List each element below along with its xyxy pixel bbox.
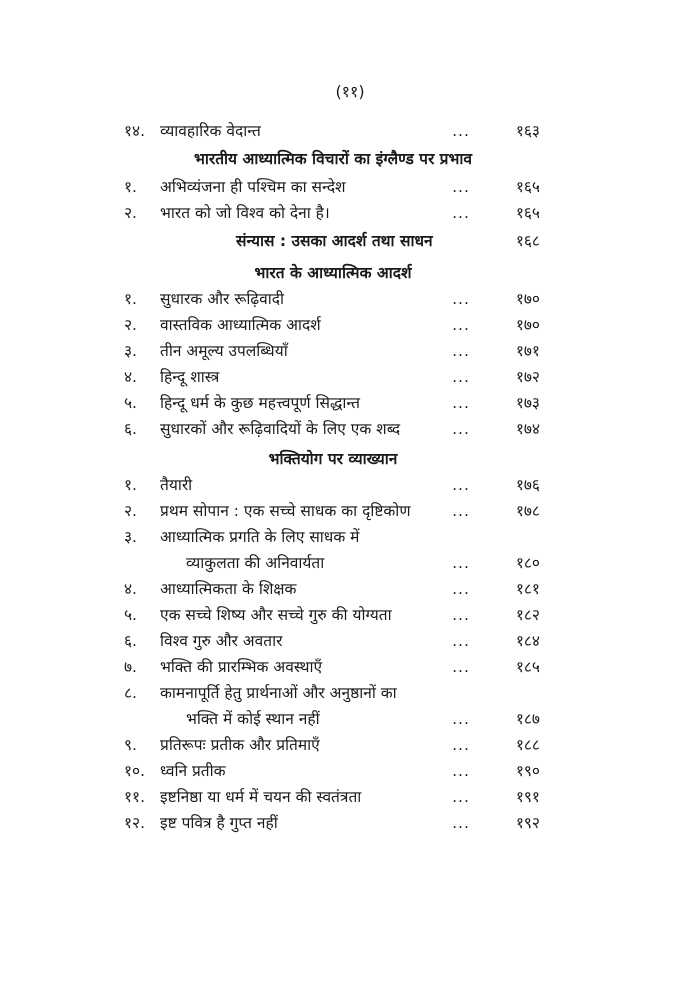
- section-heading: [0, 446, 700, 472]
- toc-entry: [0, 200, 700, 226]
- section-heading: [0, 228, 700, 254]
- entry-number: ३.: [124, 528, 137, 546]
- entry-number: १४.: [124, 122, 146, 140]
- leader-dots: ...: [452, 554, 470, 572]
- entry-title: इष्ट पवित्र है गुप्त नहीं: [160, 814, 278, 832]
- entry-title: ध्वनि प्रतीक: [160, 762, 226, 780]
- toc-entry: [0, 338, 700, 364]
- entry-title: आध्यात्मिकता के शिक्षक: [160, 580, 297, 598]
- toc-entry: [0, 784, 700, 810]
- entry-page: १७८: [515, 502, 540, 520]
- entry-number: ३.: [124, 342, 137, 360]
- entry-title-continued: व्याकुलता की अनिवार्यता: [186, 554, 325, 572]
- leader-dots: ...: [452, 632, 470, 650]
- entry-number: ८.: [124, 684, 137, 702]
- entry-number: ४.: [124, 580, 137, 598]
- entry-title: इष्टनिष्ठा या धर्म में चयन की स्वतंत्रता: [160, 788, 362, 806]
- leader-dots: ...: [452, 814, 470, 832]
- entry-number: ५.: [124, 394, 137, 412]
- entry-title: सुधारकों और रूढ़िवादियों के लिए एक शब्द: [160, 420, 401, 438]
- section-heading-title: संन्यास : उसका आदर्श तथा साधन: [236, 232, 433, 250]
- entry-page: १८५: [515, 658, 540, 676]
- entry-title: प्रथम सोपान : एक सच्चे साधक का दृष्टिकोण: [160, 502, 411, 520]
- leader-dots: ...: [452, 122, 470, 140]
- entry-number: ४.: [124, 368, 137, 386]
- entry-page: १६५: [515, 204, 540, 222]
- toc-entry: [0, 364, 700, 390]
- entry-number: १.: [124, 178, 137, 196]
- entry-page: १८२: [515, 606, 540, 624]
- entry-page: १८१: [515, 580, 540, 598]
- leader-dots: ...: [452, 476, 470, 494]
- entry-title: भक्ति की प्रारम्भिक अवस्थाएँ: [160, 658, 323, 676]
- entry-number: १२.: [124, 814, 146, 832]
- entry-title: व्यावहारिक वेदान्त: [160, 122, 261, 140]
- toc-entry: [0, 286, 700, 312]
- entry-page: १७०: [515, 290, 540, 308]
- entry-page: १९०: [515, 762, 540, 780]
- leader-dots: ...: [452, 368, 470, 386]
- entry-title-continued: भक्ति में कोई स्थान नहीं: [186, 710, 320, 728]
- entry-title: विश्व गुरु और अवतार: [160, 632, 283, 650]
- page-number: (११): [335, 82, 365, 101]
- entry-page: १८४: [515, 632, 540, 650]
- section-heading-title: भारतीय आध्यात्मिक विचारों का इंग्लैण्ड पर प्रभाव: [193, 150, 473, 168]
- entry-page: १७६: [515, 476, 540, 494]
- leader-dots: ...: [452, 762, 470, 780]
- entry-number: ९.: [124, 736, 137, 754]
- entry-number: १.: [124, 290, 137, 308]
- entry-title: एक सच्चे शिष्य और सच्चे गुरु की योग्यता: [160, 606, 392, 624]
- entry-title: आध्यात्मिक प्रगति के लिए साधक में: [160, 528, 360, 546]
- entry-title: कामनापूर्ति हेतु प्रार्थनाओं और अनुष्ठानों का: [160, 684, 397, 702]
- entry-title: सुधारक और रूढ़िवादी: [160, 290, 284, 308]
- leader-dots: ...: [452, 316, 470, 334]
- entry-title: हिन्दू शास्त्र: [160, 368, 220, 386]
- entry-page: १७१: [515, 342, 540, 360]
- leader-dots: ...: [452, 178, 470, 196]
- entry-page: १७०: [515, 316, 540, 334]
- entry-title: तैयारी: [160, 476, 193, 494]
- entry-title: हिन्दू धर्म के कुछ महत्त्वपूर्ण सिद्धान्त: [160, 394, 360, 412]
- toc-entry: [0, 312, 700, 338]
- entry-number: ६.: [124, 632, 137, 650]
- leader-dots: ...: [452, 204, 470, 222]
- entry-page: १७२: [515, 368, 540, 386]
- leader-dots: ...: [452, 420, 470, 438]
- toc-entry: [0, 472, 700, 498]
- toc-entry: [0, 118, 700, 144]
- entry-page: १८७: [515, 710, 540, 728]
- toc-entry: [0, 416, 700, 442]
- toc-entry: [0, 602, 700, 628]
- toc-entry: [0, 732, 700, 758]
- entry-number: ११.: [124, 788, 146, 806]
- entry-title: प्रतिरूपः प्रतीक और प्रतिमाएँ: [160, 736, 320, 754]
- entry-page: १६३: [515, 122, 540, 140]
- section-heading: [0, 146, 700, 172]
- toc-entry: [0, 758, 700, 784]
- entry-page: १८०: [515, 554, 540, 572]
- toc-entry: [0, 524, 700, 550]
- entry-title: तीन अमूल्य उपलब्धियाँ: [160, 342, 288, 360]
- leader-dots: ...: [452, 788, 470, 806]
- section-heading: [0, 260, 700, 286]
- entry-number: १.: [124, 476, 137, 494]
- entry-number: १०.: [124, 762, 146, 780]
- toc-entry: [0, 628, 700, 654]
- entry-page: १७३: [515, 394, 540, 412]
- entry-number: २.: [124, 502, 137, 520]
- toc-entry-continuation: [0, 550, 700, 576]
- entry-page: १६५: [515, 178, 540, 196]
- toc-entry: [0, 680, 700, 706]
- entry-number: ७.: [124, 658, 137, 676]
- leader-dots: ...: [452, 290, 470, 308]
- toc-entry: [0, 576, 700, 602]
- toc-entry: [0, 654, 700, 680]
- section-heading-title: भारत के आध्यात्मिक आदर्श: [254, 264, 412, 282]
- toc-entry: [0, 174, 700, 200]
- toc-entry: [0, 390, 700, 416]
- leader-dots: ...: [452, 394, 470, 412]
- entry-page: १७४: [515, 420, 540, 438]
- toc-entry-continuation: [0, 706, 700, 732]
- leader-dots: ...: [452, 710, 470, 728]
- leader-dots: ...: [452, 606, 470, 624]
- leader-dots: ...: [452, 580, 470, 598]
- entry-title: भारत को जो विश्व को देना है।: [160, 204, 330, 222]
- leader-dots: ...: [452, 502, 470, 520]
- entry-page: १८८: [515, 736, 540, 754]
- entry-number: २.: [124, 316, 137, 334]
- entry-number: २.: [124, 204, 137, 222]
- entry-page: १६८: [515, 232, 540, 250]
- toc-entry: [0, 498, 700, 524]
- leader-dots: ...: [452, 658, 470, 676]
- entry-title: वास्तविक आध्यात्मिक आदर्श: [160, 316, 321, 334]
- leader-dots: ...: [452, 736, 470, 754]
- section-heading-title: भक्तियोग पर व्याख्यान: [268, 450, 398, 468]
- entry-number: ५.: [124, 606, 137, 624]
- leader-dots: ...: [452, 342, 470, 360]
- entry-number: ६.: [124, 420, 137, 438]
- entry-page: १९२: [515, 814, 540, 832]
- entry-page: १९१: [515, 788, 540, 806]
- entry-title: अभिव्यंजना ही पश्चिम का सन्देश: [160, 178, 346, 196]
- toc-entry: [0, 810, 700, 836]
